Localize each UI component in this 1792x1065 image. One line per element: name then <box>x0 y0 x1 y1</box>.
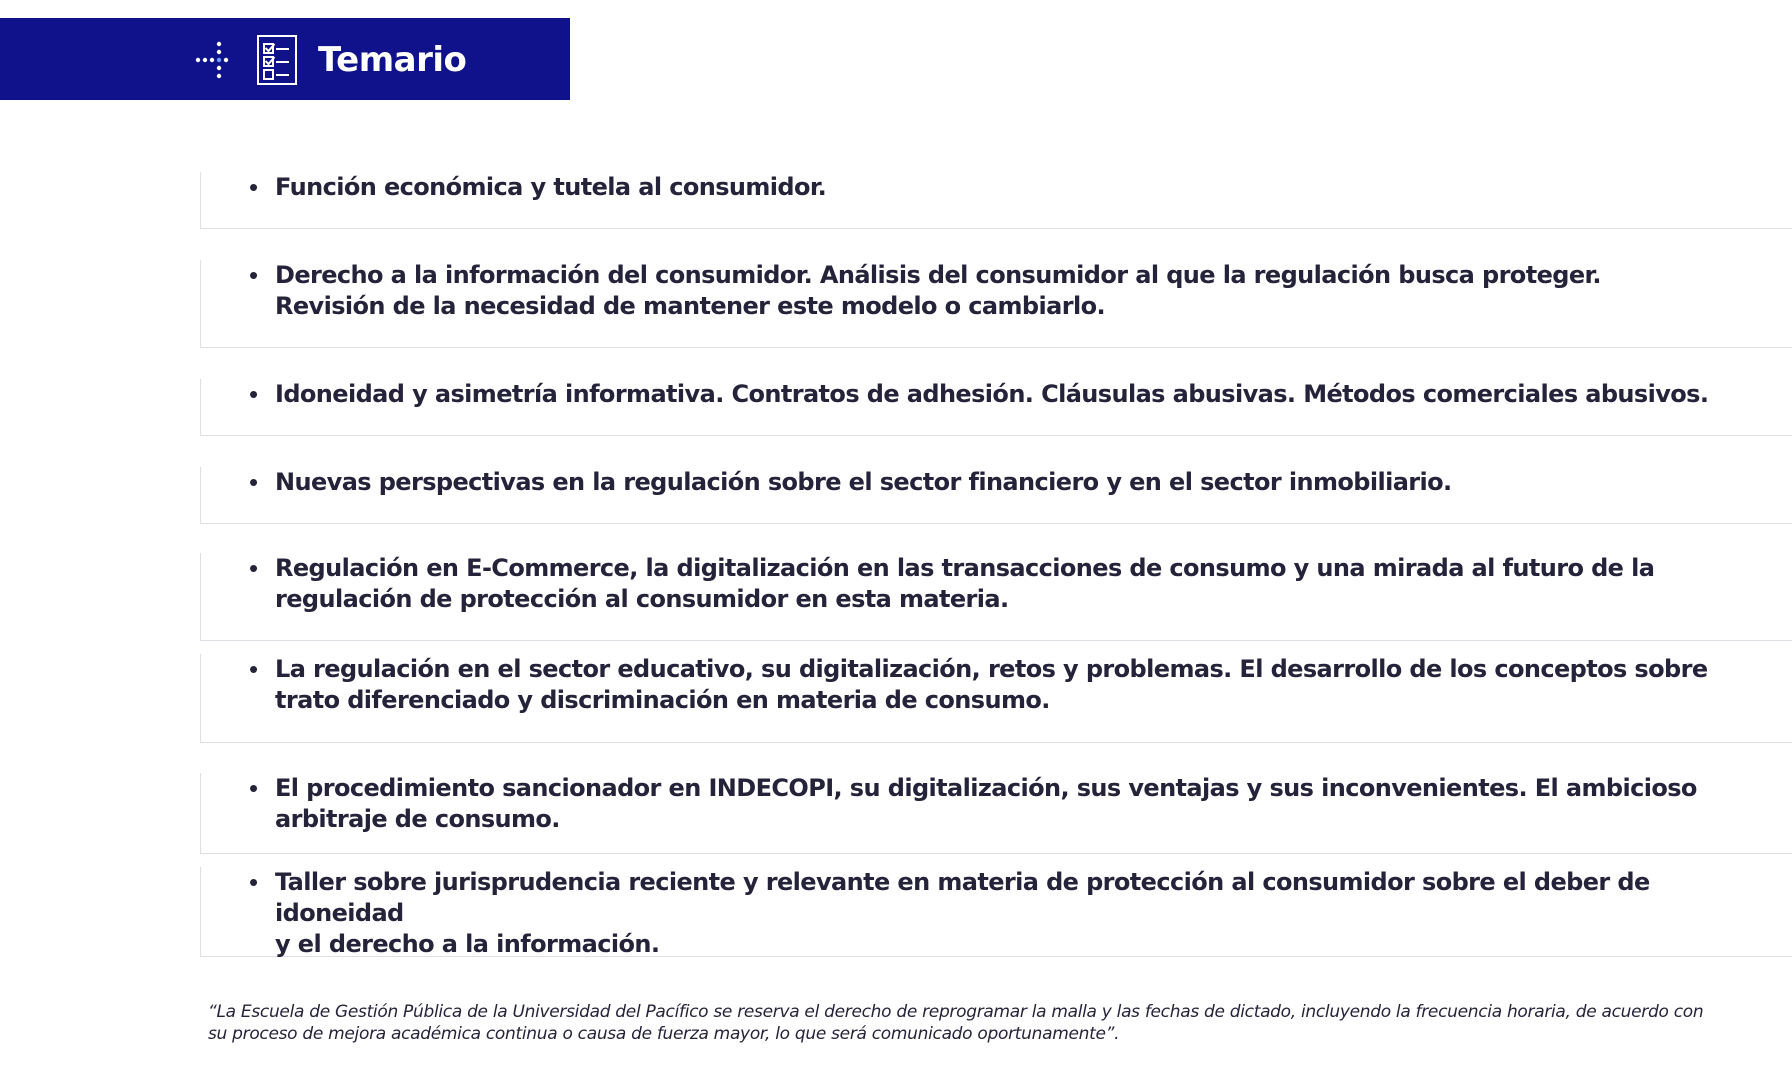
topic-item <box>200 467 1792 524</box>
topic-item <box>200 260 1792 348</box>
topic-item <box>200 773 1792 854</box>
bullet: • <box>249 260 259 290</box>
disclaimer-note: “La Escuela de Gestión Pública de la Universidad del Pacífico se reserva el derecho de reprogramar la malla y las fechas de dictado, incluyendo la frecuencia horaria, de acuerdo con su proceso de mejora académica continua o causa de fuerza mayor, lo que será comunicado oportunamente”. <box>208 1002 1704 1044</box>
topic-text: Función económica y tutela al consumidor. <box>275 173 827 201</box>
topic-item <box>200 379 1792 436</box>
topic-item <box>200 867 1792 957</box>
topic-text: Taller sobre jurisprudencia reciente y relevante en materia de protección al consumidor sobre el deber de idoneidad y el derecho a la información. <box>275 868 1650 958</box>
topic-text: El procedimiento sancionador en INDECOPI, su digitalización, sus ventajas y sus inconvenientes. El ambicioso arbitraje de consumo. <box>275 774 1697 833</box>
bullet: • <box>249 773 259 803</box>
topic-item <box>200 172 1792 229</box>
topic-text: Derecho a la información del consumidor. Análisis del consumidor al que la regulación busca proteger. Revisión de la necesidad de mantener este modelo o cambiarlo. <box>275 261 1601 320</box>
topic-text: La regulación en el sector educativo, su digitalización, retos y problemas. El desarrollo de los conceptos sobre trato diferenciado y discriminación en materia de consumo. <box>275 655 1708 714</box>
page-title: Temario <box>318 40 467 80</box>
topic-item <box>200 553 1792 641</box>
topic-text: Nuevas perspectivas en la regulación sobre el sector financiero y en el sector inmobiliario. <box>275 468 1452 496</box>
bullet: • <box>249 654 259 684</box>
bullet: • <box>249 553 259 583</box>
bullet: • <box>249 379 259 409</box>
bullet: • <box>249 467 259 497</box>
topic-text: Regulación en E-Commerce, la digitalización en las transacciones de consumo y una mirada al futuro de la regulación de protección al consumidor en esta materia. <box>275 554 1655 613</box>
bullet: • <box>249 172 259 202</box>
bullet: • <box>249 867 259 897</box>
topic-text: Idoneidad y asimetría informativa. Contratos de adhesión. Cláusulas abusivas. Métodos comerciales abusivos. <box>275 380 1709 408</box>
topic-item <box>200 654 1792 743</box>
